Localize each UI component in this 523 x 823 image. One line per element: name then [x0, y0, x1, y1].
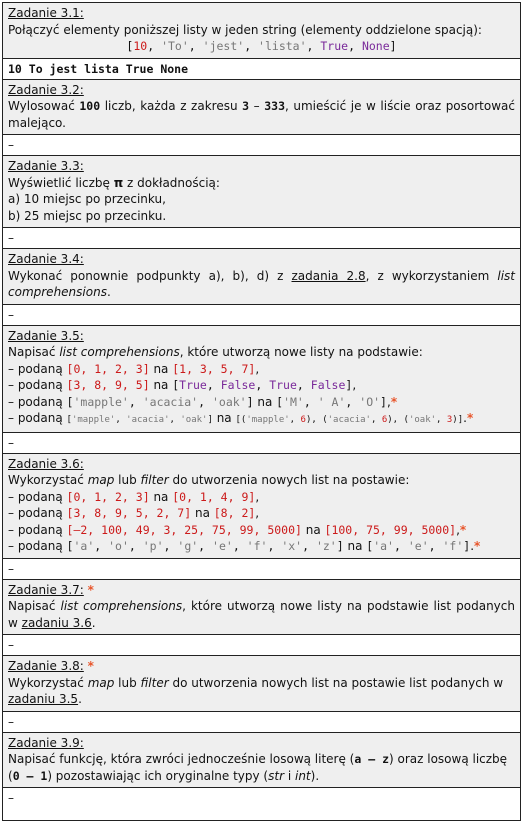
text: list comprehensions [8, 268, 516, 299]
task-item [8, 361, 515, 378]
bracket: [ [66, 415, 72, 425]
task-3-3 [2, 155, 521, 248]
code-string: 'a' [73, 539, 95, 553]
text: Wykonać ponownie podpunkty a), b), d) z [8, 268, 292, 283]
task-3-1 [2, 2, 521, 79]
separator: , [306, 39, 321, 53]
text: – [249, 99, 265, 113]
bracket: ] [336, 539, 344, 553]
task-option: a) 10 miejsc po przecinku, [8, 192, 166, 206]
bracket: )] [452, 415, 464, 425]
code-list: [3, 8, 9, 5, 2, 7] [66, 506, 192, 520]
number: 3 [242, 99, 250, 113]
text: . [78, 692, 82, 706]
text: map [87, 675, 115, 690]
task-header: Zadanie 3.5: [8, 328, 84, 343]
code-number: 6 [300, 415, 306, 425]
code-keyword: True [320, 39, 349, 53]
code-string: 'z' [315, 539, 337, 553]
task-question [3, 80, 520, 135]
task-header: Zadanie 3.8: [8, 659, 84, 673]
separator: , [370, 415, 382, 425]
text: ) pozostawiając ich oryginalne typy ( [47, 768, 269, 783]
task-text [8, 472, 515, 489]
star-icon: * [474, 539, 481, 553]
text: Wylosować [8, 99, 80, 113]
code-list [67, 415, 213, 425]
code-list [67, 395, 254, 409]
task-item [8, 377, 515, 394]
separator: , [303, 394, 318, 409]
code-keyword: False [310, 378, 346, 392]
task-answer: – [3, 304, 520, 325]
separator: ), ( [387, 415, 409, 425]
task-item [8, 522, 515, 539]
text: – podaną [8, 361, 67, 376]
separator: , [345, 394, 360, 409]
text: ). [310, 768, 320, 783]
text: i [284, 768, 295, 783]
code-list: [0, 1, 4, 9] [172, 489, 256, 504]
code-list: ['a', 'o', 'p', 'g', 'e', 'f', 'x', 'z'] [66, 539, 344, 553]
task-question [3, 326, 520, 432]
text: filter [140, 473, 169, 487]
separator: , [436, 415, 447, 425]
bracket: [ [276, 394, 284, 409]
task-header: Zadanie 3.2: [8, 82, 84, 97]
bracket: [ [66, 539, 74, 553]
text: na [301, 522, 325, 537]
task-text [8, 598, 515, 631]
code-list: [0, 1, 2, 3] [66, 489, 150, 504]
text: . [106, 285, 111, 299]
star-icon: * [466, 411, 474, 425]
task-header: Zadanie 3.6: [8, 456, 84, 471]
text: – podaną [8, 394, 67, 409]
task-question [3, 733, 520, 788]
text: . [91, 615, 96, 630]
bracket: [ [172, 378, 180, 392]
separator: , [348, 39, 362, 53]
text: , które utworzą nowe listy na podstawie: [179, 345, 423, 359]
number: 100 [79, 99, 101, 113]
code-string: 'O' [359, 394, 381, 409]
code-list [235, 415, 463, 425]
number: 333 [264, 99, 285, 113]
text: map [87, 473, 115, 487]
text: , [255, 506, 260, 520]
task-link[interactable]: zadaniu 3.6 [21, 615, 92, 630]
separator: , [198, 394, 212, 409]
task-option: b) 25 miejsc po przecinku. [8, 208, 167, 223]
text: z dokładnością: [123, 175, 220, 190]
task-header: Zadanie 3.3: [8, 159, 84, 173]
separator: , [128, 394, 143, 409]
code-keyword: True [269, 378, 297, 392]
text: na [343, 539, 367, 553]
text: , [386, 394, 391, 409]
code-string: 'mapple' [246, 415, 290, 425]
separator: , [289, 415, 301, 425]
task-answer: – [3, 787, 520, 820]
text: . [463, 411, 467, 425]
task-3-8 [2, 655, 521, 732]
code-keyword: None [361, 39, 390, 53]
code-list [172, 378, 352, 392]
pi-symbol: π [113, 175, 124, 190]
code-string: 'a' [373, 539, 394, 553]
code-number: 3 [446, 415, 453, 425]
task-3-9 [2, 732, 521, 822]
code-number: 6 [381, 415, 388, 425]
text: str [268, 768, 285, 783]
code-string: 'f' [442, 539, 464, 553]
text: , [352, 378, 357, 392]
code-string: 'lista' [258, 39, 307, 53]
text: , [255, 489, 260, 504]
task-item [8, 394, 515, 411]
text: do utworzenia nowych list na postawie list podanych w [168, 675, 504, 690]
code-string: 'e' [212, 539, 233, 553]
task-answer: – [3, 558, 520, 579]
separator: , [188, 39, 203, 53]
task-header: Zadanie 3.4: [8, 252, 84, 266]
text: list comprehensions [60, 599, 183, 613]
task-question [3, 156, 520, 227]
code-string: 'jest' [202, 39, 245, 53]
text: Wyświetlić liczbę [8, 175, 114, 190]
separator: , [115, 415, 127, 425]
task-header: Zadanie 3.1: [8, 6, 84, 20]
code-string: 'acacia' [327, 415, 371, 425]
separator: , [147, 39, 162, 53]
bracket: [ [126, 39, 134, 53]
task-link[interactable]: zadania 2.8 [291, 268, 366, 283]
star-icon: * [87, 659, 94, 673]
bracket: ] [463, 539, 471, 553]
separator: , [169, 415, 181, 425]
text: Wykorzystać [8, 473, 88, 487]
code-list: [3, 8, 9, 5] [66, 378, 150, 392]
code-string: 'acacia' [142, 394, 199, 409]
text: , z wykorzystaniem [365, 268, 498, 283]
bracket: ] [246, 394, 254, 409]
code-string: 'oak' [211, 394, 247, 409]
text: filter [140, 675, 169, 690]
task-link[interactable]: zadaniu 3.5 [8, 692, 79, 706]
task-text: Połączyć elementy poniższej listy w jeden string (elementy oddzielone spacją): [8, 22, 482, 37]
task-text [8, 98, 515, 131]
task-3-7 [2, 579, 521, 656]
bracket: [( [235, 415, 247, 425]
text: – podaną [8, 378, 67, 392]
code-string: 'oak' [408, 415, 437, 425]
code-string: 'o' [108, 539, 129, 553]
exercise-sheet [2, 2, 521, 821]
text: do utworzenia nowych list na postawie: [168, 473, 410, 487]
text: – podaną [8, 539, 67, 553]
code-string: 'g' [177, 539, 199, 553]
text: – podaną [8, 411, 67, 425]
text: , [456, 522, 460, 537]
star-icon: * [87, 582, 94, 597]
text: liczb, każda z zakresu [100, 99, 243, 113]
text: na [253, 394, 277, 409]
separator: , [296, 378, 311, 392]
code-list: [–2, 100, 49, 3, 25, 75, 99, 5000] [66, 522, 302, 537]
text: Napisać [8, 345, 60, 359]
code-string: 'x' [281, 539, 303, 553]
text: Wykorzystać [8, 675, 88, 690]
bracket: [ [366, 539, 374, 553]
text: na [149, 489, 173, 504]
text: , [255, 361, 260, 376]
task-3-4 [2, 248, 521, 325]
task-item [8, 410, 515, 429]
code-keyword: True [179, 378, 207, 392]
task-3-5 [2, 325, 521, 453]
code-range: 0 – 1 [12, 768, 48, 783]
code-string: 'mapple' [71, 415, 116, 425]
task-answer: – [3, 432, 520, 453]
star-icon: * [390, 394, 398, 409]
task-3-2 [2, 79, 521, 156]
task-item [8, 538, 515, 555]
task-item [8, 489, 515, 506]
text: int [294, 768, 311, 783]
text: , umieścić je w liście oraz posortować malejąco. [8, 99, 515, 130]
task-text [8, 344, 515, 361]
separator: , [255, 378, 270, 392]
code-number: 10 [133, 39, 148, 53]
text: lub [114, 675, 141, 690]
code-range: a – z [354, 752, 389, 766]
bracket: ] [207, 415, 213, 425]
code-string: 'oak' [180, 415, 208, 425]
code-string: 'f' [246, 539, 268, 553]
task-question [3, 656, 520, 711]
text: – podaną [8, 506, 67, 520]
text: na [149, 378, 173, 392]
task-3-6 [2, 453, 521, 579]
separator: , [206, 378, 221, 392]
code-string: 'mapple' [73, 394, 129, 409]
text: na [191, 506, 214, 520]
bracket: ] [389, 39, 397, 53]
text: , które utworzą nowe listy na podstawie list podanych w [8, 599, 515, 630]
task-answer: – [3, 711, 520, 732]
text: lub [114, 473, 141, 487]
text: . [470, 539, 475, 553]
separator: , [244, 39, 259, 53]
task-text [8, 675, 515, 708]
code-string: 'p' [142, 539, 164, 553]
bracket: [ [66, 394, 74, 409]
text: – podaną [8, 489, 67, 504]
text: na [149, 361, 173, 376]
text: Napisać [8, 599, 61, 613]
task-question [3, 580, 520, 635]
text: na [212, 411, 236, 425]
code-list: ['a', 'e', 'f'] [366, 539, 471, 553]
code-list [8, 38, 515, 55]
star-icon: * [459, 522, 467, 537]
code-string: 'acacia' [126, 415, 170, 425]
code-keyword: False [220, 378, 256, 392]
task-question [3, 454, 520, 558]
text: ) oraz losową liczbę ( [8, 752, 508, 783]
task-header: Zadanie 3.7: [8, 582, 84, 597]
text: – podaną [8, 522, 67, 537]
text: list comprehensions [59, 345, 180, 359]
code-list: [0, 1, 2, 3] [66, 361, 150, 376]
task-text [8, 268, 515, 301]
code-list: [8, 2] [213, 506, 256, 520]
task-answer: – [3, 227, 520, 248]
task-item [8, 505, 515, 522]
bracket: ] [345, 378, 353, 392]
code-list: [1, 3, 5, 7] [172, 361, 256, 376]
task-text [8, 751, 515, 784]
code-string: 'M' [283, 394, 304, 409]
task-answer: 10 To jest lista True None [3, 58, 520, 79]
code-list: [100, 75, 99, 5000] [324, 522, 457, 537]
bracket: ] [380, 394, 387, 409]
text: Napisać funkcję, która zwróci jednocześnie losową literę ( [8, 752, 355, 766]
separator: ), ( [305, 415, 328, 425]
task-answer: – [3, 134, 520, 155]
code-string: 'To' [161, 39, 189, 53]
task-question [3, 3, 520, 58]
code-string: 'e' [407, 539, 429, 553]
task-answer: – [3, 634, 520, 655]
code-list [276, 395, 387, 409]
task-question [3, 249, 520, 304]
task-header: Zadanie 3.9: [8, 735, 84, 750]
task-text [8, 175, 515, 192]
code-string: ' A' [317, 394, 346, 409]
